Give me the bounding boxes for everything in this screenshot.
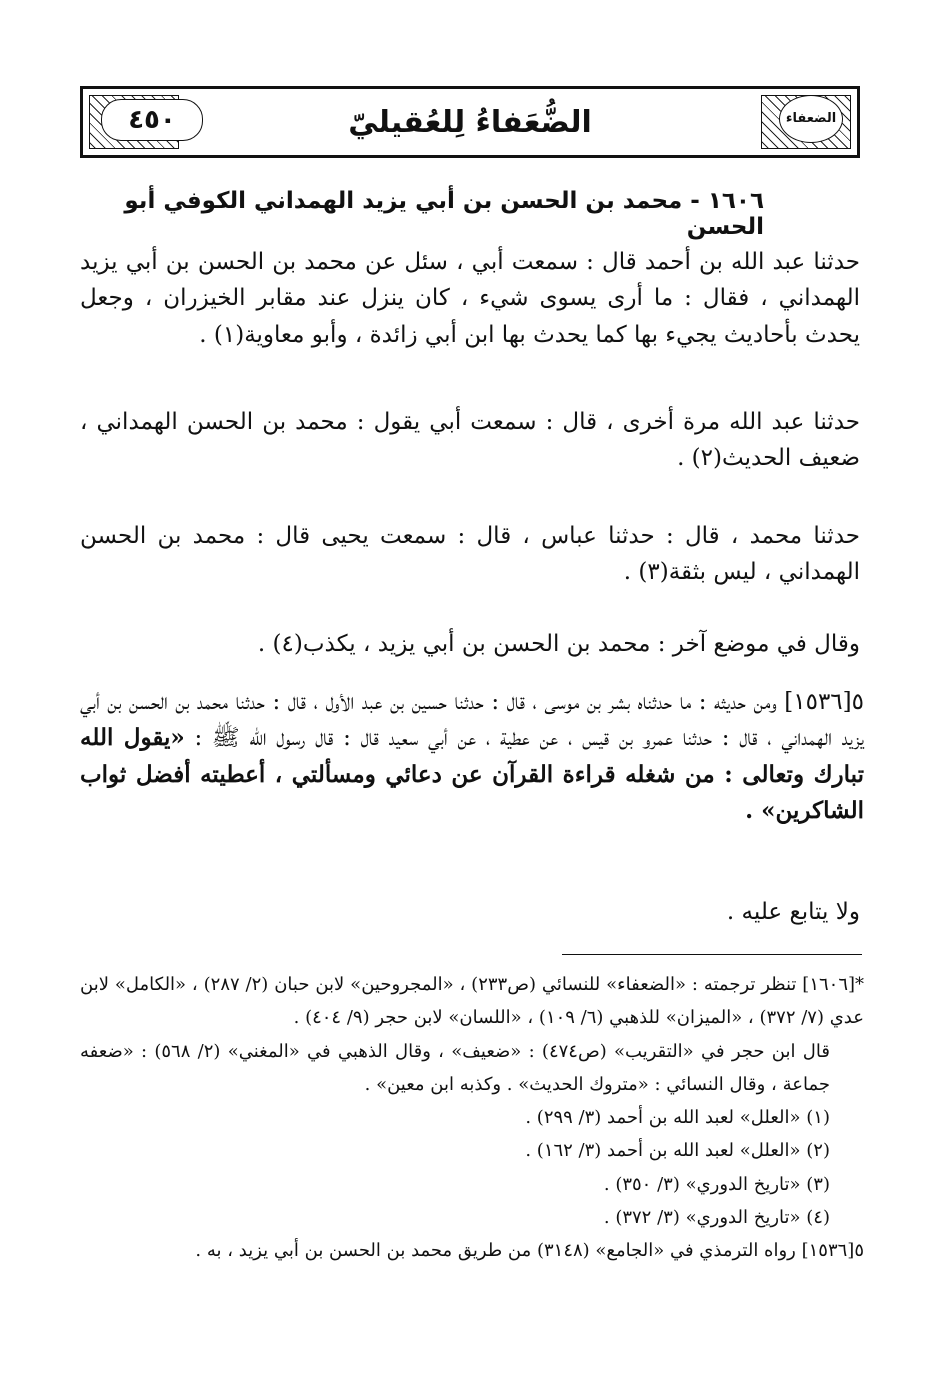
page-number: ٤٥٠: [101, 99, 203, 141]
footnote-separator: [562, 954, 862, 955]
footnote-hadith-takhrij: ٥[١٥٣٦] رواه الترمذي في «الجامع» (٣١٤٨) من طريق محمد بن الحسن بن أبي يزيد ، به .: [195, 1240, 864, 1262]
entry-heading: ١٦٠٦ - محمد بن الحسن بن أبي يزيد الهمداني الكوفي أبو الحسن: [124, 188, 764, 240]
hadith-isnad: ٥[١٥٣٦] ومن حديثه : ما حدثناه بشر بن موسى ، قال : حدثنا حسين بن عبد الأول ، قال : حدثنا محمد بن الحسن بن أبي يزيد الهمداني ، قال : حدثنا عمرو بن قيس ، عن عطية ، عن أبي سعيد قال : قال رسول الله ﷺ :: [80, 689, 865, 752]
footnote-1: (١) «العلل» لعبد الله بن أحمد (٣/ ٢٩٩) .: [525, 1107, 830, 1129]
book-seal-icon: الضعفاء: [779, 95, 843, 143]
header-title-panel: [178, 95, 762, 149]
hadith-paragraph: [80, 684, 864, 829]
book-title: الضُّعَفاءُ لِلعُقيليّ: [348, 104, 592, 140]
page-header: [80, 86, 860, 158]
footnote-3: (٣) «تاريخ الدوري» (٣/ ٣٥٠) .: [603, 1173, 830, 1195]
footnotes-section: [80, 968, 864, 1268]
paragraph-3: حدثنا محمد ، قال : حدثنا عباس ، قال : سمعت يحيى قال : محمد بن الحسن الهمداني ، ليس بثقة(٣) .: [80, 523, 860, 586]
footnote-translation-sources: *[١٦٠٦] تنظر ترجمته : «الضعفاء» للنسائي (ص٢٣٣) ، «المجروحين» لابن حبان (٢/ ٢٨٧) ، «الكامل» لابن عدي (٧/ ٣٧٢) ، «الميزان» للذهبي (٦/ ١٠٩) ، «اللسان» لابن حجر (٩/ ٤٠٤) .: [80, 974, 865, 1029]
footnote-grading: قال ابن حجر في «التقريب» (ص٤٧٤) : «ضعيف» ، وقال الذهبي في «المغني» (٢/ ٥٦٨) : «ضعفه جماعة ، وقال النسائي : «متروك الحديث» . وكذبه ابن معين» .: [80, 1040, 830, 1095]
paragraph-1: حدثنا عبد الله بن أحمد قال : سمعت أبي ، سئل عن محمد بن الحسن بن أبي يزيد الهمداني ، فقال : ما أرى يسوى شيء ، كان ينزل عند مقابر الخيزران ، وجعل يحدث بأحاديث يجيء بها كما يحدث بها ابن أبي زائدة ، وأبو معاوية(١) .: [80, 249, 860, 348]
footnote-2: (٢) «العلل» لعبد الله بن أحمد (٣/ ١٦٢) .: [525, 1140, 830, 1162]
paragraph-2: حدثنا عبد الله مرة أخرى ، قال : سمعت أبي يقول : محمد بن الحسن الهمداني ، ضعيف الحديث(٢) .: [80, 409, 860, 472]
hadith-matn: «يقول الله تبارك وتعالى : من شغله قراءة القرآن عن دعائي ومسألتي ، أعطيته أفضل ثواب الشاكرين» .: [80, 724, 864, 824]
paragraph-4: وقال في موضع آخر : محمد بن الحسن بن أبي يزيد ، يكذب(٤) .: [257, 631, 860, 657]
closing-remark: ولا يتابع عليه .: [726, 899, 860, 925]
footnote-4: (٤) «تاريخ الدوري» (٣/ ٣٧٢) .: [603, 1207, 830, 1229]
